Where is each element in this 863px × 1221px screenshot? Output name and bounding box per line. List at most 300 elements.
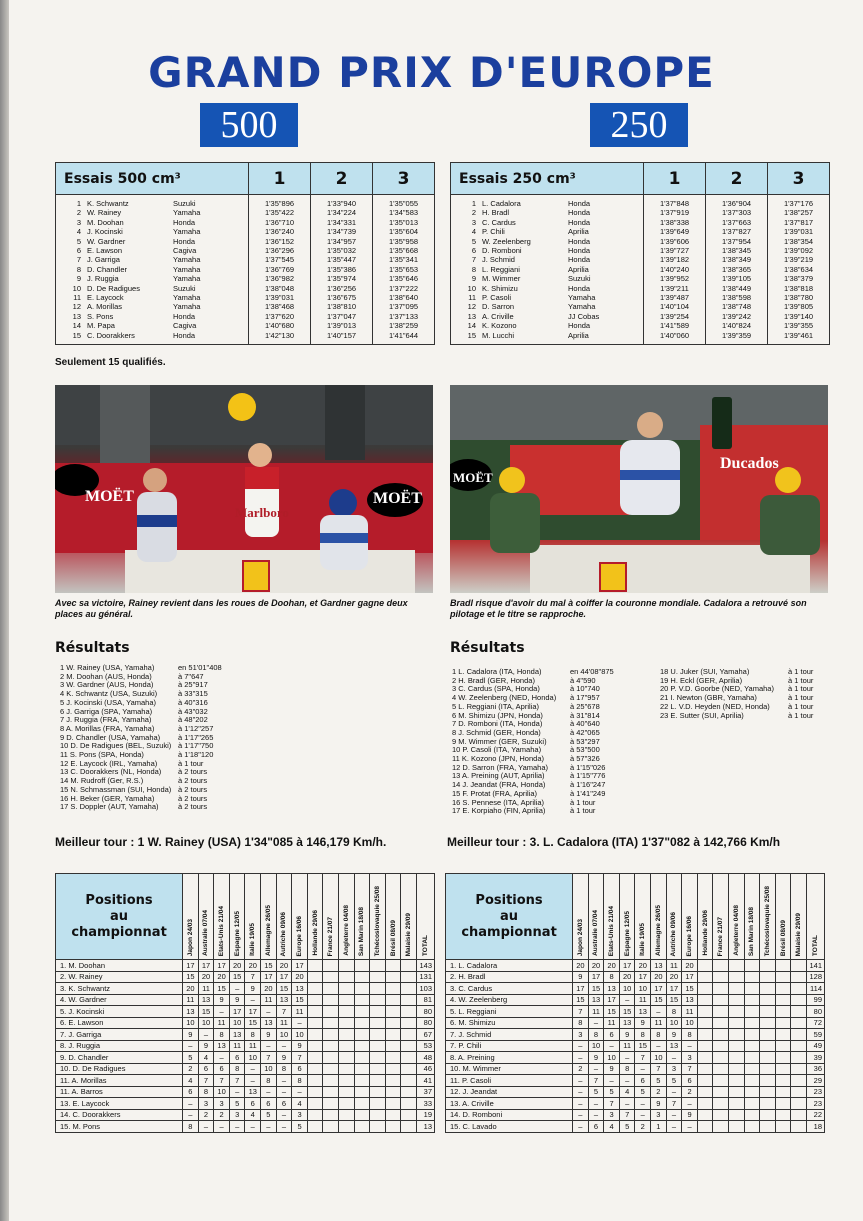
- race-label: Malaisie 29/09: [795, 912, 803, 956]
- race-label: France 21/07: [327, 916, 335, 956]
- race-points: [354, 1040, 370, 1052]
- race-points: 13: [604, 983, 620, 995]
- race-points: –: [245, 1075, 261, 1087]
- result-gap: à 2 tours: [178, 767, 208, 777]
- race-points: 13: [214, 1040, 230, 1052]
- race-points: 5: [588, 1086, 604, 1098]
- race-points: [729, 1109, 745, 1121]
- race-points: [775, 1063, 791, 1075]
- race-label: Australie 07/04: [592, 910, 600, 956]
- race-points: [729, 1121, 745, 1133]
- race-points: –: [573, 1109, 589, 1121]
- results-250-heading: Résultats: [450, 640, 525, 656]
- total-points: 103: [417, 983, 435, 995]
- result-rider: 21 I. Newton (GBR, Yamaha): [660, 693, 757, 703]
- race-points: [339, 1006, 355, 1018]
- podium-illustration-250: [450, 385, 828, 593]
- race-points: 6: [682, 1075, 698, 1087]
- race-points: [744, 983, 760, 995]
- result-rider: 17 S. Doppler (AUT, Yamaha): [60, 802, 159, 812]
- rider-name: J. Ruggia: [87, 274, 119, 284]
- qualifying-cell: [451, 284, 644, 293]
- qualifying-row: [451, 195, 830, 209]
- qualifying-row: [56, 265, 435, 274]
- race-points: [385, 1098, 401, 1110]
- race-points: –: [276, 1109, 292, 1121]
- race-points: [339, 1121, 355, 1133]
- grid-position: 13: [467, 311, 476, 321]
- race-points: 13: [666, 1040, 682, 1052]
- race-points: 17: [588, 971, 604, 983]
- standings-rider: 1. L. Cadalora: [446, 960, 573, 972]
- race-points: 8: [666, 1006, 682, 1018]
- race-points: 20: [292, 971, 308, 983]
- race-points: 17: [619, 960, 635, 972]
- result-gap: à 1'15"026: [570, 762, 606, 772]
- race-points: [323, 1109, 339, 1121]
- race-points: [307, 1029, 323, 1041]
- race-points: [713, 994, 729, 1006]
- manufacturer: JJ Cobas: [568, 311, 600, 321]
- race-points: –: [183, 1109, 199, 1121]
- race-points: [385, 960, 401, 972]
- rider-name: L. Reggiani: [482, 264, 520, 274]
- result-rider: 17 E. Korpiaho (FIN, Aprilia): [452, 806, 546, 816]
- grid-position: 9: [76, 274, 81, 284]
- manufacturer: Cagiva: [173, 321, 197, 331]
- total-points: 46: [417, 1063, 435, 1075]
- race-points: [760, 1086, 776, 1098]
- race-points: 7: [619, 1109, 635, 1121]
- standings-rider: 7. J. Schmid: [446, 1029, 573, 1041]
- standings-rider: 7. J. Garriga: [56, 1029, 183, 1041]
- lap-time: 1'39"105: [706, 274, 768, 283]
- race-points: 2: [682, 1086, 698, 1098]
- race-points: –: [682, 1040, 698, 1052]
- result-gap: à 1'17"265: [178, 732, 214, 742]
- race-points: [385, 1063, 401, 1075]
- standings-rider: 13. E. Laycock: [56, 1098, 183, 1110]
- race-label: Brésil 08/09: [779, 919, 787, 956]
- standings-rider: 11. A. Barros: [56, 1086, 183, 1098]
- race-points: –: [573, 1121, 589, 1133]
- lap-time: 1'39"092: [768, 246, 830, 255]
- qualifying-cell: [56, 321, 249, 330]
- standings-rider: 15. M. Pons: [56, 1121, 183, 1133]
- standings-rider: 3. C. Cardus: [446, 983, 573, 995]
- race-points: 9: [651, 1098, 667, 1110]
- race-points: [339, 1063, 355, 1075]
- race-points: 20: [619, 971, 635, 983]
- qualifying-row: [451, 246, 830, 255]
- race-column-header: [682, 874, 698, 960]
- qualifying-cell: [56, 302, 249, 311]
- race-points: [775, 960, 791, 972]
- race-points: 2: [635, 1121, 651, 1133]
- race-points: 11: [666, 960, 682, 972]
- race-label: Malaisie 29/09: [405, 912, 413, 956]
- race-points: –: [229, 983, 245, 995]
- race-points: [713, 1086, 729, 1098]
- result-rider: 1 L. Cadalora (ITA, Honda): [452, 667, 542, 676]
- race-points: 5: [635, 1086, 651, 1098]
- race-points: 6: [588, 1121, 604, 1133]
- podium-photo-500: [55, 385, 433, 593]
- race-label: Etats-Unis 21/04: [608, 905, 616, 956]
- lap-time: 1'37"222: [373, 284, 435, 293]
- lap-time: 1'42"130: [249, 331, 311, 345]
- race-points: 17: [198, 960, 214, 972]
- manufacturer: Honda: [568, 246, 591, 256]
- qualifying-row: [56, 237, 435, 246]
- grid-position: 12: [72, 302, 81, 312]
- photo-caption-250: Bradl risque d'avoir du mal à coiffer la couronne mondiale. Cadalora a retrouvé son pilotage et le titre se rapproche.: [450, 598, 807, 619]
- lap-time: 1'38"365: [706, 265, 768, 274]
- qualifying-cell: [56, 227, 249, 236]
- race-points: 8: [214, 1029, 230, 1041]
- race-points: 2: [573, 1063, 589, 1075]
- qualifying-cell: [451, 218, 644, 227]
- race-points: 4: [198, 1052, 214, 1064]
- race-points: 20: [245, 960, 261, 972]
- manufacturer: Suzuki: [173, 199, 196, 208]
- standings-rider: 6. E. Lawson: [56, 1017, 183, 1029]
- rider-name: C. Cardus: [482, 217, 516, 227]
- grid-position: 14: [72, 321, 81, 331]
- race-points: [385, 1109, 401, 1121]
- qualifying-row: [451, 227, 830, 236]
- race-points: 20: [666, 971, 682, 983]
- lap-time: 1'37"047: [311, 312, 373, 321]
- race-points: [713, 1017, 729, 1029]
- manufacturer: Yamaha: [173, 302, 201, 312]
- race-label: Allemagne 26/05: [264, 905, 272, 956]
- race-points: –: [588, 1063, 604, 1075]
- race-points: [760, 971, 776, 983]
- race-points: [697, 971, 713, 983]
- race-points: 20: [276, 960, 292, 972]
- total-points: 81: [417, 994, 435, 1006]
- race-points: 9: [666, 1029, 682, 1041]
- result-rider: 22 L. V.D. Heyden (NED, Honda): [660, 701, 770, 711]
- grid-position: 13: [72, 311, 81, 321]
- championship-500-table: [55, 873, 435, 1133]
- qualifying-row: [56, 208, 435, 217]
- result-gap: à 42"065: [570, 727, 600, 737]
- race-points: 15: [292, 994, 308, 1006]
- race-points: [307, 1052, 323, 1064]
- race-column-header: [697, 874, 713, 960]
- race-points: [339, 1075, 355, 1087]
- race-points: [775, 983, 791, 995]
- lap-time: 1'39"211: [644, 284, 706, 293]
- lap-time: 1'36"675: [311, 293, 373, 302]
- results-250-list-a: [452, 668, 614, 816]
- qualifying-500-table: [55, 162, 435, 345]
- lap-time: 1'35"896: [249, 195, 311, 209]
- result-gap: en 44'08"875: [570, 667, 614, 676]
- race-label: Autriche 09/06: [280, 911, 288, 956]
- race-points: 11: [245, 1040, 261, 1052]
- race-points: [744, 1121, 760, 1133]
- race-label: San Marin 18/08: [748, 906, 756, 956]
- lap-time: 1'39"649: [644, 227, 706, 236]
- lap-time: 1'38"349: [706, 255, 768, 264]
- race-points: [323, 1086, 339, 1098]
- race-points: –: [588, 1109, 604, 1121]
- standings-row: [446, 1098, 825, 1110]
- race-points: –: [276, 1086, 292, 1098]
- race-points: 20: [573, 960, 589, 972]
- race-points: [791, 1109, 807, 1121]
- result-rider: 19 H. Eckl (GER, Aprilia): [660, 675, 743, 685]
- total-points: 128: [807, 971, 825, 983]
- race-points: [744, 1109, 760, 1121]
- race-points: 8: [276, 1063, 292, 1075]
- session-3-header: 3: [768, 163, 830, 195]
- qualifying-row: [451, 293, 830, 302]
- standings-row: [56, 1098, 435, 1110]
- lap-time: 1'37"095: [373, 302, 435, 311]
- standings-row: [446, 1040, 825, 1052]
- race-points: 15: [261, 960, 277, 972]
- result-rider: 10 D. De Radigues (BEL, Suzuki): [60, 741, 172, 751]
- lap-time: 1'40"824: [706, 321, 768, 330]
- race-column-header: [775, 874, 791, 960]
- lap-time: 1'37"954: [706, 237, 768, 246]
- race-points: [713, 1109, 729, 1121]
- race-points: [339, 1098, 355, 1110]
- standings-row: [56, 1121, 435, 1133]
- race-label: Italie 19/05: [639, 923, 647, 956]
- standings-rider: 8. A. Preining: [446, 1052, 573, 1064]
- manufacturer: Aprilia: [568, 330, 589, 340]
- race-points: –: [573, 1052, 589, 1064]
- race-points: [744, 1017, 760, 1029]
- lap-time: 1'37"133: [373, 312, 435, 321]
- result-rider: 10 P. Casoli (ITA, Yamaha): [452, 745, 542, 755]
- race-points: [354, 1086, 370, 1098]
- result-rider: 15 F. Protat (FRA, Aprilia): [452, 788, 538, 798]
- lap-time: 1'40"104: [644, 302, 706, 311]
- total-points: 23: [807, 1086, 825, 1098]
- race-points: 4: [245, 1109, 261, 1121]
- race-points: 15: [245, 1017, 261, 1029]
- race-points: 20: [588, 960, 604, 972]
- grid-position: 1: [76, 199, 81, 208]
- race-points: 11: [229, 1040, 245, 1052]
- rider-name: M. Papa: [87, 321, 115, 331]
- race-points: [697, 1040, 713, 1052]
- race-points: 15: [588, 983, 604, 995]
- race-points: 20: [651, 971, 667, 983]
- race-points: 17: [229, 1006, 245, 1018]
- result-rider: 16 S. Pennese (ITA, Aprilia): [452, 797, 544, 807]
- race-points: 6: [198, 1063, 214, 1075]
- race-points: 9: [682, 1109, 698, 1121]
- race-points: 3: [573, 1029, 589, 1041]
- grid-position: 11: [468, 293, 476, 303]
- race-points: [760, 1017, 776, 1029]
- race-points: 17: [682, 971, 698, 983]
- race-points: 7: [588, 1075, 604, 1087]
- lap-time: 1'34"331: [311, 218, 373, 227]
- race-column-header: [729, 874, 745, 960]
- race-points: –: [573, 1098, 589, 1110]
- lap-time: 1'41"589: [644, 321, 706, 330]
- race-points: –: [635, 1098, 651, 1110]
- race-points: 15: [635, 1040, 651, 1052]
- race-points: [370, 1029, 386, 1041]
- race-points: [775, 1121, 791, 1133]
- result-gap: à 1 tour: [788, 675, 814, 685]
- result-rider: 4 W. Zeelenberg (NED, Honda): [452, 693, 557, 703]
- race-points: 20: [183, 983, 199, 995]
- race-points: [697, 1029, 713, 1041]
- lap-time: 1'38"748: [706, 302, 768, 311]
- race-points: [354, 1075, 370, 1087]
- race-points: [401, 1075, 417, 1087]
- race-points: [744, 1052, 760, 1064]
- lap-time: 1'38"338: [644, 218, 706, 227]
- race-points: –: [619, 1098, 635, 1110]
- race-points: [354, 1109, 370, 1121]
- race-points: 17: [635, 971, 651, 983]
- race-points: [354, 1006, 370, 1018]
- standings-row: [56, 1063, 435, 1075]
- race-points: [385, 1006, 401, 1018]
- manufacturer: Honda: [568, 236, 591, 246]
- manufacturer: Yamaha: [173, 208, 201, 218]
- race-points: 6: [292, 1063, 308, 1075]
- qualifying-cell: [56, 331, 249, 345]
- standings-rider: 12. J. Jeandat: [446, 1086, 573, 1098]
- qualifying-row: [451, 208, 830, 217]
- qualifying-row: [451, 331, 830, 345]
- race-points: 1: [651, 1121, 667, 1133]
- page-title: GRAND PRIX D'EUROPE: [148, 48, 715, 97]
- race-points: 8: [588, 1029, 604, 1041]
- race-points: [791, 1075, 807, 1087]
- qualifying-row: [56, 302, 435, 311]
- race-points: [307, 1121, 323, 1133]
- lap-time: 1'39"487: [644, 293, 706, 302]
- result-gap: à 57"326: [570, 754, 600, 764]
- race-points: [323, 1063, 339, 1075]
- race-points: [339, 1109, 355, 1121]
- total-points: 114: [807, 983, 825, 995]
- rider-name: W. Zeelenberg: [482, 236, 531, 246]
- race-points: 9: [183, 1029, 199, 1041]
- race-column-header: [339, 874, 355, 960]
- qualifying-cell: [56, 246, 249, 255]
- results-500-heading: Résultats: [55, 640, 130, 656]
- race-points: [323, 1017, 339, 1029]
- lap-time: 1'36"152: [249, 237, 311, 246]
- rider-name: P. Casoli: [482, 293, 512, 303]
- rider-name: S. Pons: [87, 311, 114, 321]
- rider-name: J. Kocinski: [87, 227, 123, 237]
- race-points: [307, 960, 323, 972]
- standings-row: [56, 1086, 435, 1098]
- race-points: [401, 1098, 417, 1110]
- podium-photo-250: [450, 385, 828, 593]
- race-points: [713, 1006, 729, 1018]
- result-gap: à 1 tour: [570, 797, 596, 807]
- qualifying-cell: [451, 302, 644, 311]
- race-points: [729, 1029, 745, 1041]
- standings-row: [56, 1029, 435, 1041]
- total-points: 22: [807, 1109, 825, 1121]
- session-2-header: 2: [311, 163, 373, 195]
- standings-row: [446, 1086, 825, 1098]
- lap-time: 1'36"240: [249, 227, 311, 236]
- race-points: [775, 1006, 791, 1018]
- race-points: 9: [604, 1063, 620, 1075]
- result-rider: 1 W. Rainey (USA, Yamaha): [60, 663, 155, 672]
- race-points: [791, 1121, 807, 1133]
- race-points: [385, 1075, 401, 1087]
- race-points: 15: [183, 971, 199, 983]
- race-points: [354, 1052, 370, 1064]
- race-column-header: [651, 874, 667, 960]
- result-gap: à 1 tour: [178, 758, 204, 768]
- race-points: 8: [651, 1029, 667, 1041]
- lap-time: 1'37"848: [644, 195, 706, 209]
- race-points: 5: [183, 1052, 199, 1064]
- race-points: [697, 1098, 713, 1110]
- standings-row: [446, 1017, 825, 1029]
- race-points: [385, 1052, 401, 1064]
- race-points: 17: [604, 994, 620, 1006]
- qualifying-cell: [451, 255, 644, 264]
- race-points: [697, 994, 713, 1006]
- race-points: 13: [651, 960, 667, 972]
- lap-time: 1'35"013: [373, 218, 435, 227]
- race-points: 3: [651, 1109, 667, 1121]
- race-points: 11: [261, 994, 277, 1006]
- race-points: [775, 994, 791, 1006]
- race-column-header: [198, 874, 214, 960]
- race-points: –: [229, 1086, 245, 1098]
- race-points: 9: [214, 994, 230, 1006]
- rider-name: E. Laycock: [87, 293, 124, 303]
- race-points: [791, 960, 807, 972]
- race-label: Hollande 29/06: [701, 910, 709, 956]
- total-column-header: [807, 874, 825, 960]
- race-column-header: [619, 874, 635, 960]
- race-points: –: [276, 1121, 292, 1133]
- race-label: Angleterre 04/08: [732, 905, 740, 956]
- race-points: 6: [635, 1075, 651, 1087]
- race-points: [370, 1017, 386, 1029]
- race-points: [791, 971, 807, 983]
- race-points: 13: [245, 1086, 261, 1098]
- result-rider: 12 E. Laycock (IRL, Yamaha): [60, 758, 158, 768]
- result-rider: 7 D. Romboni (ITA, Honda): [452, 719, 543, 729]
- lap-time: 1'39"242: [706, 312, 768, 321]
- result-gap: à 40"316: [178, 697, 208, 707]
- race-points: 7: [635, 1052, 651, 1064]
- race-points: 6: [276, 1098, 292, 1110]
- race-points: 10: [183, 1017, 199, 1029]
- result-gap: à 1 tour: [788, 710, 814, 720]
- race-points: –: [198, 1029, 214, 1041]
- race-points: 10: [666, 1017, 682, 1029]
- race-points: –: [229, 1121, 245, 1133]
- race-points: [760, 1040, 776, 1052]
- race-points: [791, 1098, 807, 1110]
